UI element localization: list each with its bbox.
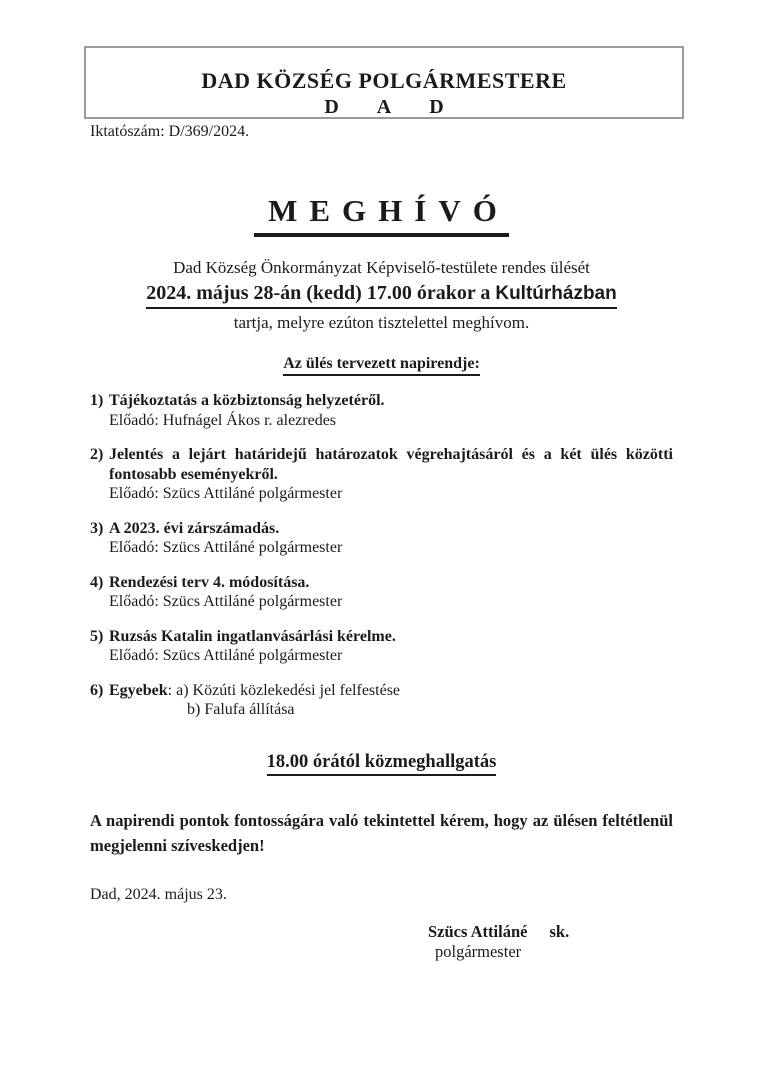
meeting-venue: Kultúrházban (495, 283, 617, 305)
meeting-datetime: 2024. május 28-án (kedd) 17.00 órakor a (146, 282, 496, 305)
header-letter-d1: D (324, 96, 339, 119)
agenda-item-content (109, 519, 673, 558)
agenda-item-presenter: Előadó: Szücs Attiláné polgármester (109, 539, 343, 557)
agenda-item-presenter: Előadó: Szücs Attiláné polgármester (109, 647, 343, 665)
signature-name: Szücs Attiláné (428, 921, 528, 941)
agenda-item (90, 391, 673, 430)
agenda-item-presenter: Előadó: Szücs Attiláné polgármester (109, 485, 343, 503)
agenda-item-number: 6) (90, 681, 104, 699)
agenda-item-subitem: b) Falufa állítása (187, 701, 295, 719)
agenda-item-content (109, 391, 673, 430)
agenda-item-title (109, 681, 673, 701)
date-line: Dad, 2024. május 23. (90, 885, 227, 903)
agenda-item (90, 627, 673, 666)
agenda-item-content (109, 627, 673, 666)
agenda-item (90, 681, 673, 720)
agenda-item-title (109, 445, 673, 484)
header-title: DAD KÖZSÉG POLGÁRMESTERE (201, 68, 567, 93)
header-box (84, 46, 684, 119)
agenda-item-title (109, 627, 673, 647)
agenda-item-number: 1) (90, 392, 104, 410)
intro-line3: tartja, melyre ezúton tisztelettel meghívom. (233, 313, 530, 333)
agenda-item-title-bold: Rendezési terv 4. módosítása. (109, 573, 310, 591)
agenda-item (90, 519, 673, 558)
agenda-item-title (109, 519, 673, 539)
header-letter-d2: D (429, 96, 444, 119)
agenda-item-title-bold: Tájékoztatás a közbiztonság helyzetéről. (109, 392, 385, 410)
reference-number: Iktatószám: D/369/2024. (90, 123, 250, 140)
agenda-item-number: 2) (90, 446, 104, 464)
agenda-item-content (109, 573, 673, 612)
intro-section (90, 257, 673, 333)
signature-title: polgármester (435, 942, 522, 962)
signature-sk: sk. (549, 921, 570, 941)
intro-line1: Dad Község Önkormányzat Képviselő-testülete rendes ülését (173, 258, 590, 277)
agenda-item-number: 5) (90, 627, 104, 645)
agenda-item-presenter: Előadó: Szücs Attiláné polgármester (109, 593, 343, 611)
agenda-item-title (109, 391, 673, 411)
header-letter-a: A (376, 96, 392, 119)
hearing-heading-wrap (90, 752, 673, 776)
agenda-list (90, 391, 673, 720)
agenda-item-title-bold: Ruzsás Katalin ingatlanvásárlási kérelme. (109, 627, 396, 645)
header-dad-letters (86, 96, 682, 118)
agenda-item-number: 4) (90, 573, 104, 591)
agenda-item-title-rest: : a) Közúti közlekedési jel felfestése (167, 681, 401, 699)
agenda-item (90, 573, 673, 612)
agenda-item-content (109, 445, 673, 504)
agenda-item-title (109, 573, 673, 593)
intro-line2 (146, 281, 616, 309)
agenda-item (90, 445, 673, 504)
agenda-item-title-bold: Egyebek (109, 681, 168, 699)
agenda-item-presenter: Előadó: Hufnágel Ákos r. alezredes (109, 411, 337, 429)
agenda-item-title-bold: Jelentés a lejárt határidejű határozatok végrehajtásáról és a két ülés közötti fontosabb eseményekről. (109, 446, 673, 483)
closing-paragraph: A napirendi pontok fontosságára való tekintettel kérem, hogy az ülésen feltétlenül megjelenni szíveskedjen! (90, 811, 673, 855)
main-title: MEGHÍVÓ (254, 193, 509, 237)
hearing-heading: 18.00 órától közmeghallgatás (267, 752, 497, 776)
main-title-wrap (90, 193, 673, 237)
agenda-heading: Az ülés tervezett napirendje: (283, 355, 480, 376)
signature-block (428, 922, 673, 963)
agenda-heading-wrap (90, 355, 673, 376)
agenda-item-title-bold: A 2023. évi zárszámadás. (109, 519, 280, 537)
agenda-item-content (109, 681, 673, 720)
signature-name-row (428, 922, 673, 943)
agenda-item-number: 3) (90, 519, 104, 537)
